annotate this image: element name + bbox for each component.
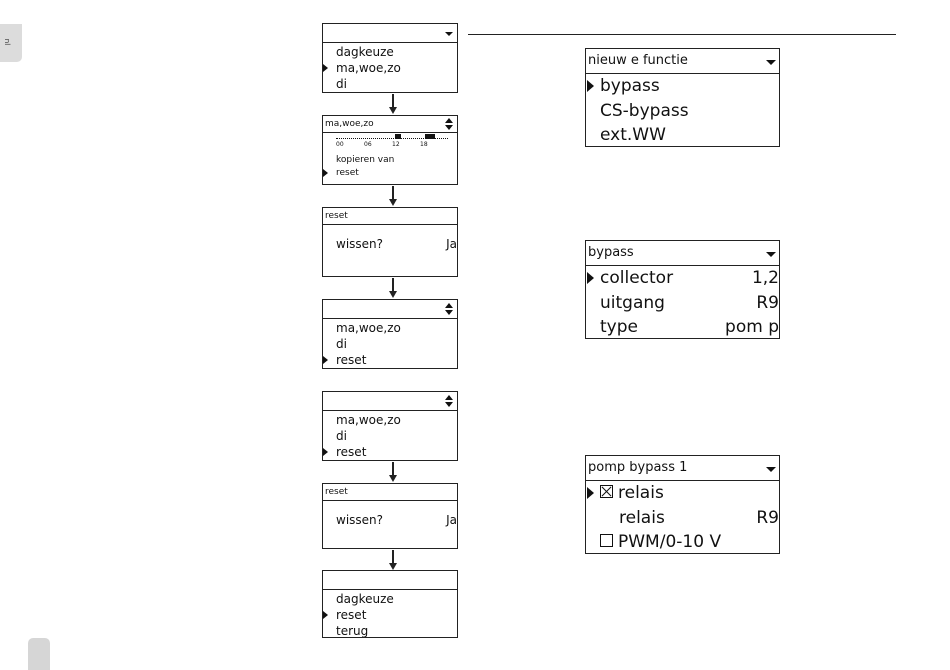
setting-row-collector[interactable]: collector 1,2 — [586, 266, 779, 291]
flow-arrow — [389, 278, 397, 298]
screen-title: ma,woe,zo — [325, 119, 374, 129]
cursor-arrow-icon — [587, 80, 594, 92]
screen-day-select-result — [322, 570, 458, 638]
menu-item[interactable]: di — [336, 337, 347, 351]
updown-icon — [445, 303, 453, 315]
cursor-arrow-icon — [323, 448, 328, 456]
screen-pump-bypass — [585, 455, 780, 554]
screen-title: reset — [325, 487, 348, 497]
header-rule — [468, 34, 896, 35]
confirm-yes[interactable]: Ja — [446, 513, 457, 527]
checkbox-checked-icon[interactable] — [600, 485, 613, 498]
screen-header — [323, 24, 457, 43]
dropdown-icon — [766, 60, 776, 65]
confirm-row — [323, 501, 457, 537]
cursor-arrow-icon — [323, 64, 328, 72]
cursor-arrow-icon — [587, 487, 594, 499]
cursor-arrow-icon — [323, 611, 328, 619]
timeline-bar: 00 06 12 18 — [323, 133, 457, 153]
screen-title: nieuw e functie — [588, 53, 688, 68]
dropdown-icon — [445, 32, 453, 36]
screen-header — [586, 456, 779, 481]
menu-item[interactable]: dagkeuze — [336, 45, 394, 59]
confirm-question: wissen? — [336, 513, 384, 527]
menu-item-selected[interactable]: reset — [323, 167, 457, 180]
menu-item-selected[interactable]: reset — [323, 352, 457, 368]
time-block — [425, 134, 435, 139]
screen-reset-menu — [322, 391, 458, 461]
flow-arrow — [389, 186, 397, 206]
confirm-question: wissen? — [336, 237, 384, 251]
setting-row-relay[interactable]: relais R9 — [619, 507, 779, 528]
menu-item[interactable]: ext.WW — [600, 125, 666, 145]
screen-title: reset — [325, 211, 348, 221]
flow-arrow — [389, 550, 397, 570]
cursor-arrow-icon — [323, 169, 328, 177]
menu-item[interactable]: ma,woe,zo — [336, 413, 401, 427]
chapter-tab — [0, 24, 22, 62]
screen-timeline — [322, 115, 458, 185]
menu-item[interactable]: dagkeuze — [336, 592, 394, 606]
menu-item[interactable]: kopieren van — [336, 155, 395, 165]
cursor-arrow-icon — [323, 356, 328, 364]
screen-title: pomp bypass 1 — [588, 460, 688, 475]
screen-header — [323, 392, 457, 411]
chapter-tab-label: nl — [3, 38, 12, 46]
menu-item-selected[interactable]: reset — [323, 607, 457, 623]
screen-new-function — [585, 48, 780, 147]
screen-header — [323, 116, 457, 133]
screen-title: bypass — [588, 245, 634, 260]
screen-day-select — [322, 23, 458, 93]
flow-arrow — [389, 94, 397, 114]
menu-item[interactable]: di — [336, 429, 347, 443]
screen-header — [323, 571, 457, 590]
menu-item-selected[interactable]: reset — [323, 444, 457, 460]
updown-icon — [445, 118, 453, 130]
menu-item[interactable]: di — [336, 77, 347, 91]
menu-item[interactable]: terug — [336, 624, 369, 638]
screen-header — [323, 300, 457, 319]
menu-item-selected[interactable]: bypass — [586, 74, 779, 99]
confirm-yes[interactable]: Ja — [446, 237, 457, 251]
menu-item[interactable]: ma,woe,zo — [336, 321, 401, 335]
confirm-row — [323, 225, 457, 261]
screen-reset-confirm — [322, 483, 458, 549]
menu-item-selected[interactable]: ma,woe,zo — [323, 60, 457, 76]
screen-header — [323, 484, 457, 501]
flow-arrow — [389, 462, 397, 482]
screen-header — [323, 208, 457, 225]
setting-row-type[interactable]: type pom p — [600, 317, 779, 337]
setting-row-output[interactable]: uitgang R9 — [600, 292, 779, 313]
time-block — [395, 134, 401, 139]
checkbox-unchecked-icon[interactable] — [600, 534, 613, 547]
screen-reset-confirm — [322, 207, 458, 277]
screen-bypass — [585, 240, 780, 339]
dropdown-icon — [766, 467, 776, 472]
page-corner-tab — [28, 638, 50, 670]
screen-header — [586, 49, 779, 74]
screen-after-reset — [322, 299, 458, 369]
menu-item[interactable]: CS-bypass — [600, 100, 689, 121]
setting-row-pwm[interactable]: PWM/0-10 V — [586, 530, 779, 554]
cursor-arrow-icon — [587, 272, 594, 284]
screen-header — [586, 241, 779, 266]
setting-row-relay-check[interactable]: relais — [586, 481, 779, 506]
updown-icon — [445, 395, 453, 407]
dropdown-icon — [766, 252, 776, 257]
